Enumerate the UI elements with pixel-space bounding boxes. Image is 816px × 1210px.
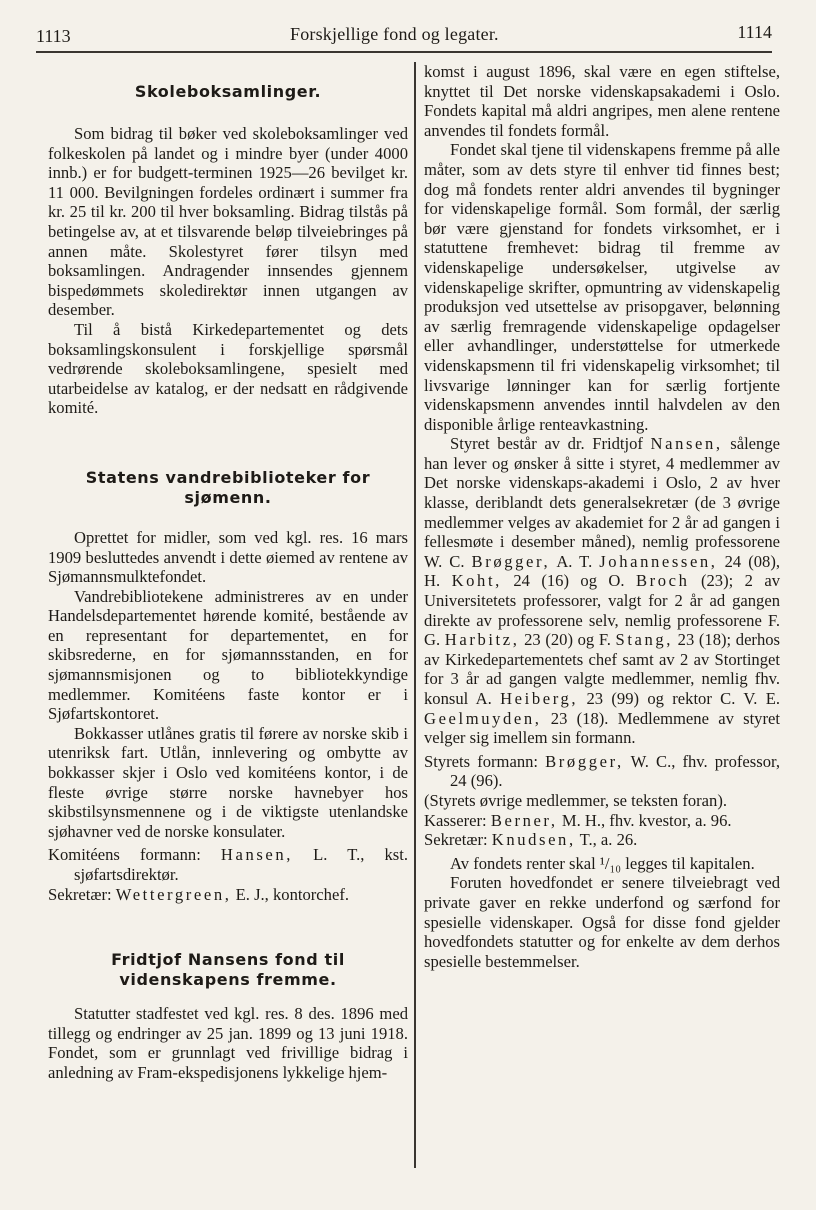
heading-fridtjof-nansens-fond: Fridtjof Nansens fond til videnskapens fremme.	[111, 950, 345, 990]
running-header	[36, 22, 772, 48]
paragraph-styret: Styret består av dr. Fridtjof Nansen, sålenge han lever og ønsker å sitte i styret, 4 medlemmer av Det norske videnskaps-akademi i Oslo, 2 av hver klasse, deriblandt dets generalsekretær (de 3 øvrige medlemmer velges av akademiet for 2 år ad gangen i fellesmøte i desember måned), nemlig professorene W. C. Brøgger, A. T. Johannessen, 24 (08), H. Koht, 24 (16) og O. Broch (23); 2 av Universitetets professorer, valgt for 2 år ad gangen direkte av professorene selv, nemlig professorene F. G. Harbitz, 23 (20) og F. Stang, 23 (18); derhos av Kirkedepartementets chef samt av 2 av Stortinget for 3 år ad gangen valgte medlemmer, nemlig fhv. konsul A. Heiberg, 23 (99) og rektor C. V. E. Geelmuyden, 23 (18). Medlemmene av styret velger sig imellem sin formann.	[424, 434, 781, 748]
heading-statens-vandrebiblioteker: Statens vandrebiblioteker for sjømenn.	[85, 467, 371, 507]
heading-skoleboksamlinger: Skoleboksamlinger.	[134, 82, 322, 101]
paragraph: Vandrebibliotekene administreres av en under Handelsdepartementet hørende komité, bestående av en representant for departementet, en for skibsrederne, en for sjømannsstanden, en for sjømannsmisjonen og to bibliotekkyndige medlemmer. Komitéens faste kontor er i Sjøfartskontoret.	[48, 586, 408, 724]
column-divider	[414, 62, 416, 1168]
paragraph: Bokkasser utlånes gratis til førere av norske skib i utenriksk fart. Utlån, innlevering og ombytte av bokkasser skjer i Oslo ved komitéens kontor, i de fleste øvrige større norske havnebyer hos skibstilsynsmennene og i de viktigste utenlandske sjøhavner ved de norske konsulater.	[48, 723, 408, 841]
paragraph: Oprettet for midler, som ved kgl. res. 16 mars 1909 besluttedes anvendt i dette øiemed av rentene av Sjømannsmulktefondet.	[48, 527, 408, 587]
running-title: Forskjellige fond og legater.	[290, 24, 499, 44]
paragraph: komst i august 1896, skal være en egen stiftelse, knyttet til Det norske videnskapsakademi i Oslo. Fondets kapital må aldri angripes, men alene rentene anvendes til fondets formål.	[424, 62, 780, 140]
officer-entry: Sekretær: Knudsen, T., a. 26.	[424, 830, 638, 850]
paragraph: Som bidrag til bøker ved skoleboksamlinger ved folkeskolen på landet og i mindre byer (under 4000 innb.) er for budgett-terminen 1925—26 bevilget kr. 11 000. Bevilgningen fordeles ordinært i summer fra kr. 25 til kr. 200 til hver boksamling. Bidrag tilstås på betingelse av, at et tilsvarende beløp tilveiebringes på annen måte. Skolestyret fører tilsyn med boksamlingen. Andragender innsendes gjennem bispedømmets skoledirektør innen utgangen av desember.	[48, 124, 408, 320]
paragraph: Til å bistå Kirkedepartementet og dets boksamlingskonsulent i forskjellige spørsmål vedrørende skoleboksamlingene, spesielt med utarbeidelse av katalog, er der nedsatt en rådgivende komité.	[48, 319, 408, 418]
page-number-right: 1114	[737, 22, 772, 42]
paragraph: Statutter stadfestet ved kgl. res. 8 des. 1896 med tillegg og endringer av 25 jan. 1899 og 13 juni 1918. Fondet, som er grunnlagt ved frivillige bidrag i anledning av Fram-ekspedisjonens lykkelige hjem-	[48, 1004, 408, 1082]
right-column	[424, 62, 780, 971]
officer-entry: Sekretær: Wettergreen, E. J., kontorchef.	[48, 884, 350, 904]
left-column	[48, 62, 408, 1083]
header-rule	[36, 51, 772, 53]
officer-entry: Komitéens formann: Hansen, L. T., kst. sjøfartsdirektør.	[48, 845, 408, 884]
paragraph: Foruten hovedfondet er senere tilveiebragt ved private gaver en rekke underfond og særfond for spesielle videnskaper. Også for disse fond gjelder hovedfondets statutter og for enkelte av dem derhos spesielle bestemmelser.	[424, 873, 780, 971]
paragraph: Av fondets renter skal ¹/₁₀ legges til kapitalen.	[450, 853, 755, 873]
officer-entry: Kasserer: Berner, M. H., fhv. kvestor, a. 96.	[424, 810, 732, 830]
page-number-left: 1113	[36, 26, 71, 46]
officer-entry: Styrets formann: Brøgger, W. C., fhv. professor, 24 (96).	[424, 751, 780, 791]
paragraph: Fondet skal tjene til videnskapens fremme på alle måter, som av dets styre til enhver tid finnes best; dog må fondets renter aldri anvendes til bygninger for videnskapelige formål. Som formål, der særlig bør være gjenstand for fondets virksomhet, er i statuttene fremhevet: bidrag til fremme av videnskapelige undersøkelser, utgivelse av videnskapelige skrifter, opmuntring av videnskapelig produksjon ved utsettelse av prisopgaver, belønning av særlig fremragende videnskapelige opdagelser eller avhandlinger, understøttelse for utmerkede videnskapsmenn til fri videnskapelig virksomhet; til livsvarige lønninger kan for særlig fortjente videnskapsmenn anvendes inntil halvdelen av den disponible årlige renteavkastning.	[424, 140, 780, 434]
note: (Styrets øvrige medlemmer, se teksten foran).	[424, 790, 727, 810]
